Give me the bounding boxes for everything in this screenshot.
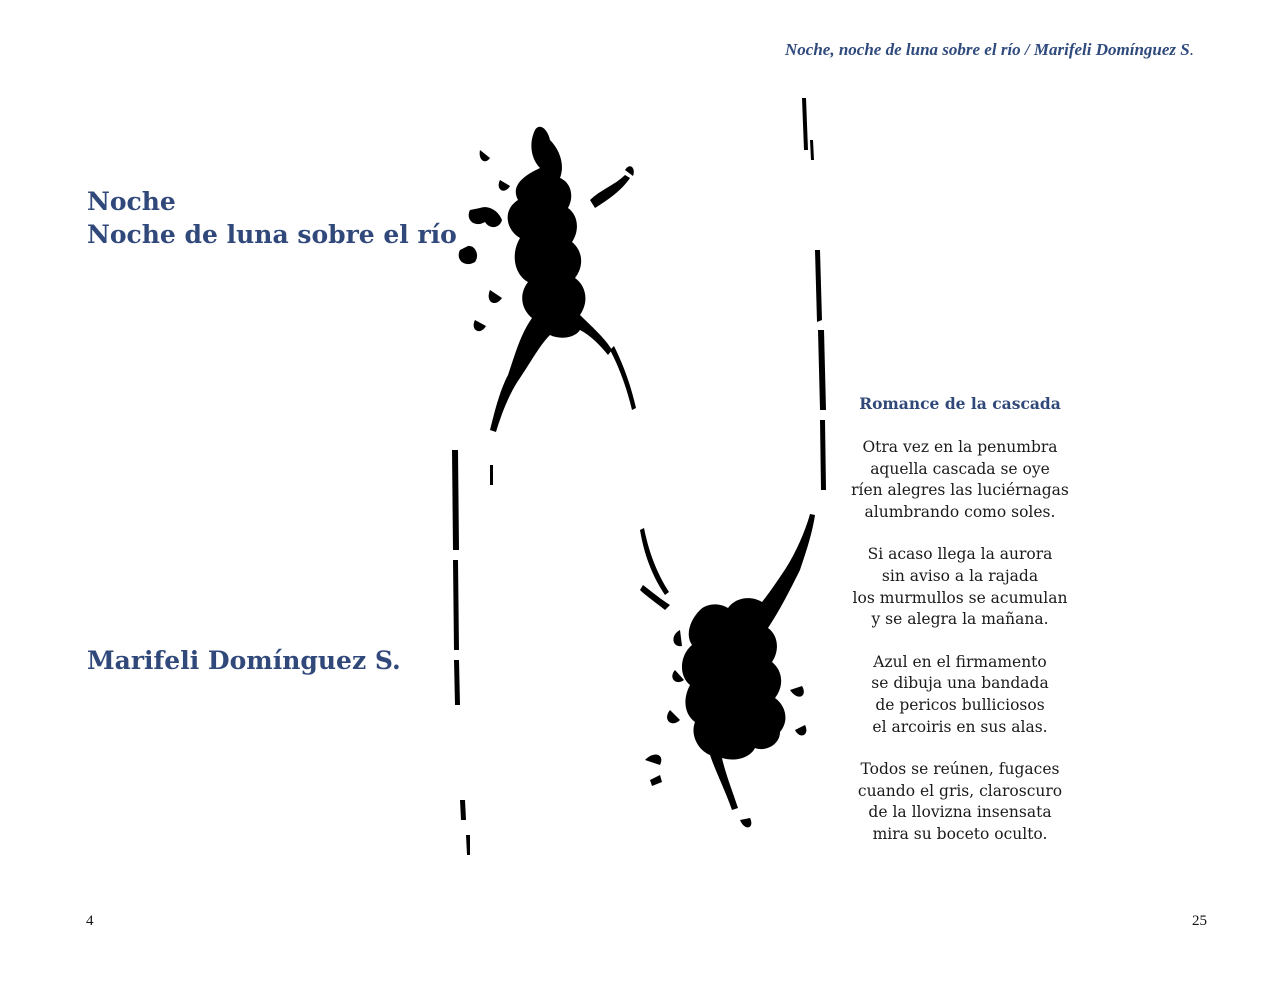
ink-blot-illustration <box>440 90 840 865</box>
running-header-period: . <box>1189 40 1194 59</box>
book-title-line-1: Noche <box>87 187 176 216</box>
poem-line: Si acaso llega la aurora <box>867 545 1053 564</box>
stanza-1 <box>840 437 1080 523</box>
poem-line: mira su boceto oculto. <box>872 824 1048 843</box>
poem-line: Azul en el firmamento <box>873 652 1047 671</box>
page-number-left: 4 <box>86 913 94 929</box>
poem-line: se dibuja una bandada <box>871 674 1049 693</box>
book-title-line-2: Noche de luna sobre el río <box>87 220 457 249</box>
poem-title: Romance de la cascada <box>859 394 1061 413</box>
author-name: Marifeli Domínguez S. <box>87 646 401 675</box>
stanza-2 <box>840 544 1080 630</box>
book-title <box>87 185 457 251</box>
poem-line: Todos se reúnen, fugaces <box>860 760 1060 779</box>
poem-line: los murmullos se acumulan <box>852 588 1068 607</box>
stanza-3 <box>840 652 1080 738</box>
stanza-4 <box>840 759 1080 845</box>
poem-line: de pericos bulliciosos <box>875 695 1045 714</box>
poem-line: alumbrando como soles. <box>864 502 1056 521</box>
poem-line: ríen alegres las luciérnagas <box>851 481 1069 500</box>
poem-line: el arcoiris en sus alas. <box>872 717 1048 736</box>
poem-line: de la llovizna insensata <box>868 803 1052 822</box>
poem-line: cuando el gris, claroscuro <box>857 781 1063 800</box>
poem-line: sin aviso a la rajada <box>881 566 1039 585</box>
poem-line: aquella cascada se oye <box>870 459 1050 478</box>
poem-line: Otra vez en la penumbra <box>862 438 1058 456</box>
running-header <box>785 40 1194 60</box>
page-number-right: 25 <box>1192 913 1207 929</box>
running-header-title: Noche, noche de luna sobre el río / Marifeli Domínguez S <box>785 40 1190 59</box>
poem-line: y se alegra la mañana. <box>871 610 1049 629</box>
poem <box>840 393 1080 867</box>
